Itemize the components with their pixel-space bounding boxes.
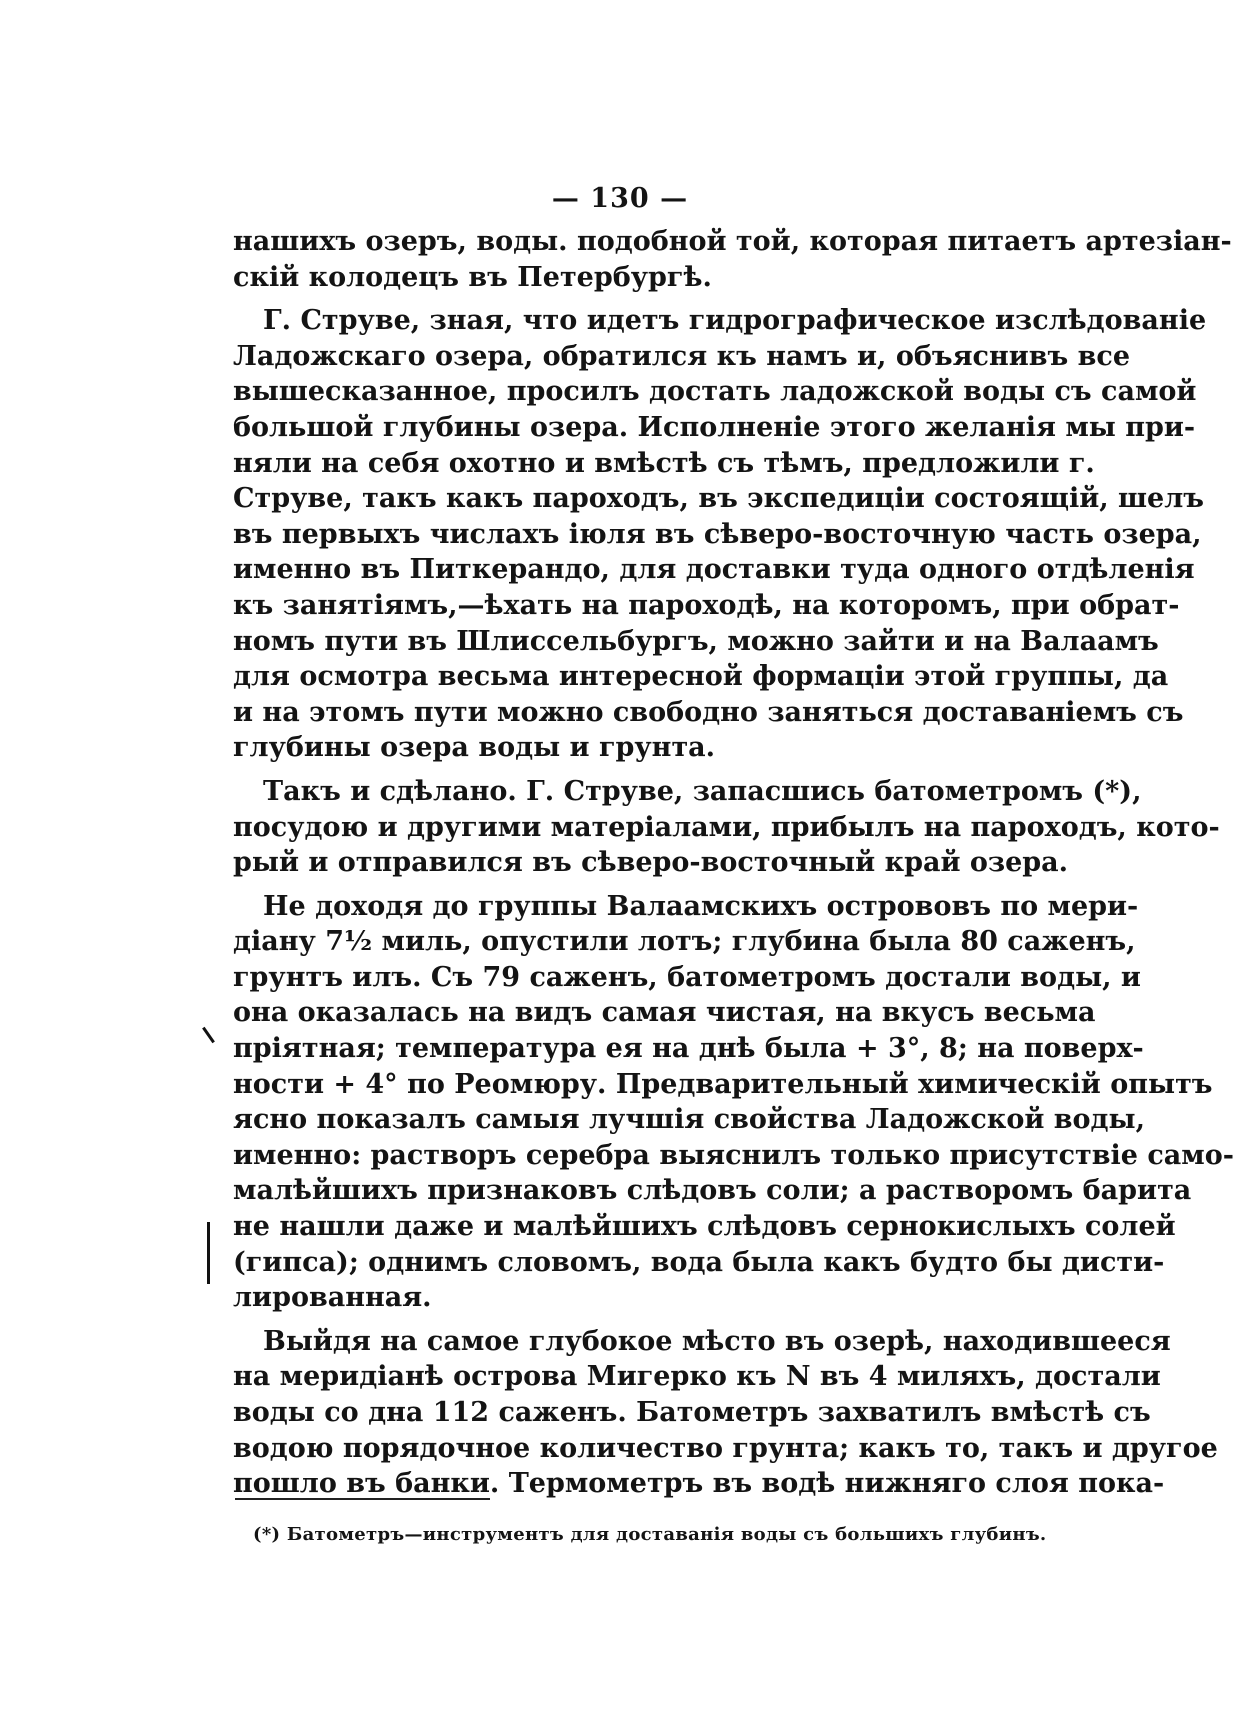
footnote-divider	[235, 1498, 490, 1500]
margin-tick-mark	[202, 1027, 215, 1043]
text-line: большой глубины озера. Исполненіе этого желанія мы при-	[233, 411, 1196, 443]
text-line: вышесказанное, просилъ достать ладожской воды съ самой	[233, 376, 1197, 408]
footnote: (*) Батометръ—инструментъ для доставанія воды съ большихъ глубинъ.	[253, 1524, 1047, 1545]
text-line: именно: растворъ серебра выяснилъ только присутствіе само-	[233, 1139, 1234, 1171]
text-line: Ладожскаго озера, обратился къ намъ и, объяснивъ все	[233, 340, 1130, 372]
body-text	[233, 224, 1234, 1502]
text-line: нашихъ озеръ, воды. подобной той, которая питаетъ артезіан-	[233, 226, 1232, 257]
text-line: и на этомъ пути можно свободно заняться доставаніемъ съ	[233, 696, 1184, 728]
page-number: — 130 —	[551, 183, 689, 214]
text-line: діану 7½ миль, опустили лотъ; глубина была 80 саженъ,	[233, 926, 1136, 958]
text-line: пріятная; температура ея на днѣ была + 3°, 8; на поверх-	[233, 1033, 1144, 1065]
text-line: Не доходя до группы Валаамскихъ острововъ по мери-	[263, 890, 1139, 922]
text-line: воды со дна 112 саженъ. Батометръ захватилъ вмѣстѣ съ	[233, 1397, 1151, 1428]
text-line: ности + 4° по Реомюру. Предварительный химическій опытъ	[233, 1068, 1213, 1100]
text-line: она оказалась на видъ самая чистая, на вкусъ весьма	[233, 997, 1096, 1029]
text-line: пошло въ банки. Термометръ въ водѣ нижняго слоя пока-	[233, 1468, 1165, 1500]
text-line: скій колодецъ въ Петербургѣ.	[233, 261, 712, 293]
text-line: (гипса); однимъ словомъ, вода была какъ будто бы дисти-	[233, 1246, 1165, 1278]
text-line: водою порядочное количество грунта; какъ то, такъ и другое	[233, 1432, 1218, 1464]
margin-bracket-mark	[207, 1222, 210, 1284]
text-line: для осмотра весьма интересной формаціи этой группы, да	[233, 661, 1169, 693]
text-line: посудою и другими матеріалами, прибылъ на пароходъ, кото-	[233, 811, 1220, 843]
text-line: няли на себя охотно и вмѣстѣ съ тѣмъ, предложили г.	[233, 447, 1095, 479]
text-line: Струве, такъ какъ пароходъ, въ экспедиціи состоящій, шелъ	[233, 483, 1204, 515]
text-line: грунтъ илъ. Съ 79 саженъ, батометромъ достали воды, и	[233, 961, 1141, 993]
text-line: на меридіанѣ острова Мигерко къ N въ 4 миляхъ, достали	[233, 1361, 1161, 1393]
text-line: Г. Струве, зная, что идетъ гидрографическое изслѣдованіе	[263, 305, 1207, 337]
text-line: глубины озера воды и грунта.	[233, 732, 716, 764]
text-line: ясно показалъ самыя лучшія свойства Ладожской воды,	[233, 1104, 1146, 1136]
text-line: Такъ и сдѣлано. Г. Струве, запасшись батометромъ (*),	[263, 775, 1142, 807]
text-line: рый и отправился въ сѣверо-восточный край озера.	[233, 847, 1069, 879]
text-line: малѣйшихъ признаковъ слѣдовъ соли; а растворомъ барита	[233, 1175, 1192, 1207]
text-line: не нашли даже и малѣйшихъ слѣдовъ сернокислыхъ солей	[233, 1211, 1176, 1243]
text-line: въ первыхъ числахъ іюля въ сѣверо-восточную часть озера,	[233, 518, 1202, 550]
text-line: къ занятіямъ,—ѣхать на пароходѣ, на которомъ, при обрат-	[233, 589, 1180, 621]
text-line: именно въ Питкерандо, для доставки туда одного отдѣленія	[233, 554, 1195, 586]
text-line: Выйдя на самое глубокое мѣсто въ озерѣ, находившееся	[263, 1325, 1171, 1357]
text-line: номъ пути въ Шлиссельбургъ, можно зайти и на Валаамъ	[233, 625, 1159, 657]
text-line: лированная.	[233, 1282, 432, 1314]
